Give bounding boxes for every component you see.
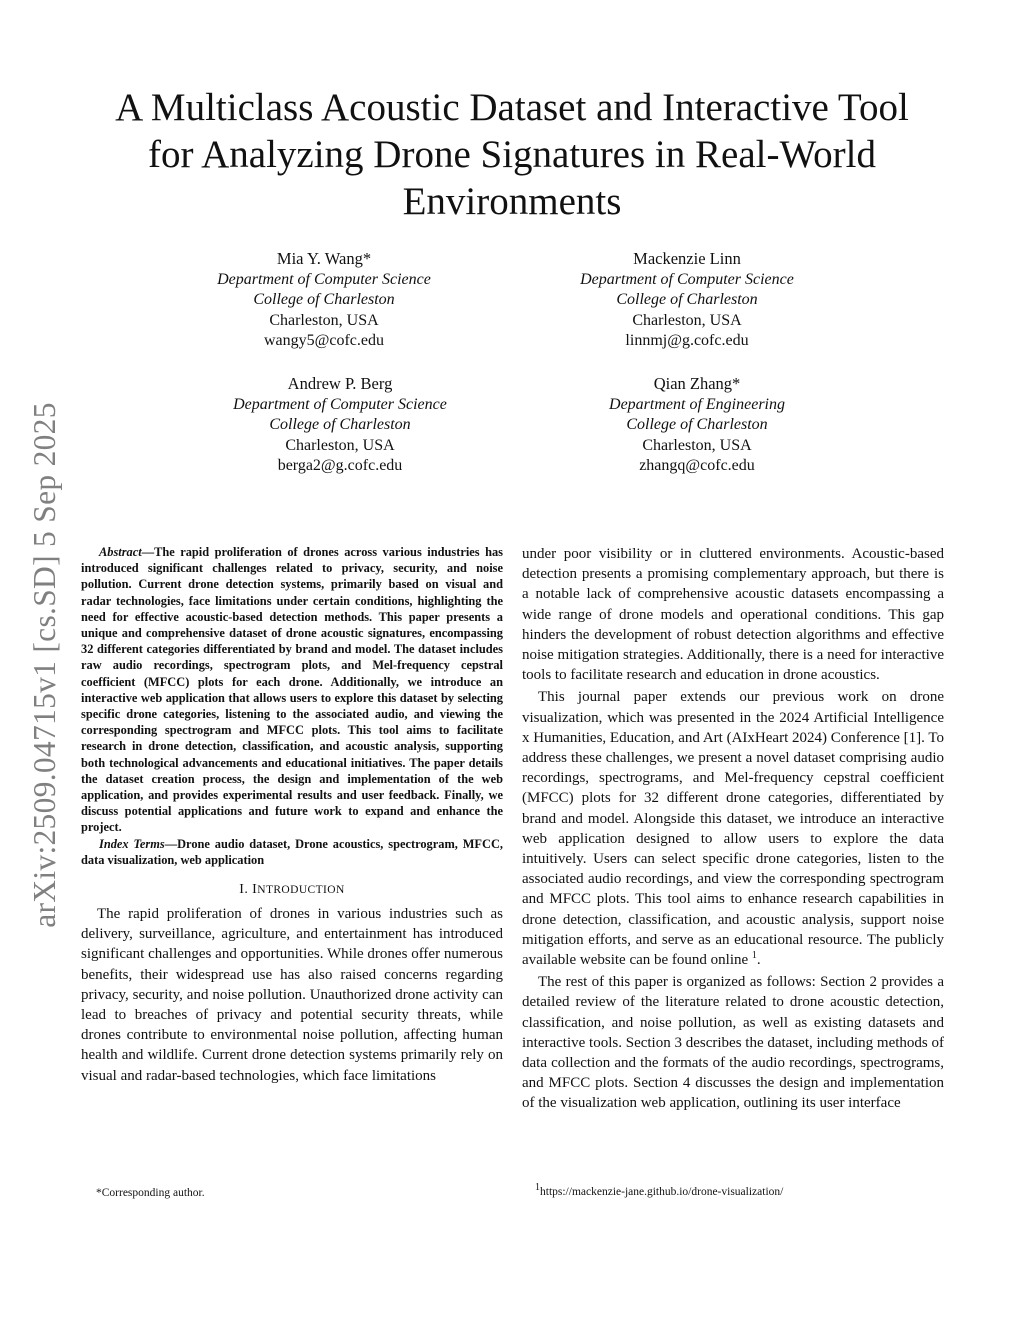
paper-title [70,84,954,225]
intro-paragraph-2-text: This journal paper extends our previous work on drone visualization, which was presented in the 2024 Artificial Intelligence x Humanities, Education, and Art (AIxHeart 2024) Conference [1]. To address these challenges, we present a novel dataset comprising audio recordings, spectrograms, and Mel-frequency cepstral coefficient (MFCC) plots for 32 different drone categories, differentiated by brand and model. Alongside this dataset, we introduce an interactive web application designed to allow users to explore the data intuitively. Users can select specific drone categories, listen to the associated audio recordings, and view the corresponding spectrogram and MFCC plots. This tool aims to enhance research capabilities in drone detection, classification, and acoustic analysis, support noise mitigation efforts, and serve as an educational resource. The publicly available website can be found online [522,689,944,969]
section-heading-introduction [81,882,503,898]
title-line-2: for Analyzing Drone Signatures in Real-World [148,133,876,176]
footnote-mark: 1 [535,1182,540,1194]
section-number: I. [239,882,253,898]
author-block-3 [180,374,500,477]
abstract-lead: Abstract [99,545,142,559]
title-line-3: Environments [402,180,622,223]
section-initial: I [252,882,258,898]
intro-paragraph-1: The rapid proliferation of drones in various industries such as delivery, surveillance, agriculture, and entertainment has introduced significant challenges and opportunities. While drones offer numerous benefits, their widespread use has also raised concerns regarding privacy, security, and noise pollution. Unauthorized drone activity can lead to breaches of privacy and potential security threats, while drones contribute to environmental noise pollution, affecting human health and wildlife. Current drone detection systems primarily rely on visual and radar-based technologies, which face limitations [81,906,503,1084]
author-name: Mackenzie Linn [633,249,741,268]
author-email: berga2@g.cofc.edu [277,457,403,475]
footnote-marker: 1 [751,950,757,962]
author-department: Department of Engineering [609,395,785,413]
left-column [81,544,503,1086]
index-terms-text: —Drone audio dataset, Drone acoustics, spectrogram, MFCC, data visualization, web application [81,836,503,867]
intro-paragraph-2 [522,687,944,970]
index-terms-lead: Index Terms [99,836,165,851]
author-email: linnmj@g.cofc.edu [625,332,749,350]
author-name: Qian Zhang* [653,374,741,393]
url-footnote [535,1182,784,1198]
title-line-1: A Multiclass Acoustic Dataset and Interactive Tool [115,86,909,129]
author-block-1 [164,249,484,352]
index-terms [81,836,503,868]
intro-paragraph-2-end: . [756,952,761,969]
author-college: College of Charleston [626,416,768,434]
author-email: wangy5@cofc.edu [263,332,385,350]
author-location: Charleston, USA [285,436,395,454]
author-college: College of Charleston [253,291,395,309]
arxiv-identifier-stamp [20,380,70,950]
author-college: College of Charleston [269,416,411,434]
footnote-url[interactable]: https://mackenzie-jane.github.io/drone-visualization/ [540,1186,784,1198]
intro-paragraph-3: The rest of this paper is organized as follows: Section 2 provides a detailed review of the literature related to drone acoustic detection, classification, and noise pollution, as well as existing datasets and interactive tools. Section 3 describes the dataset, including methods of data collection and the formats of the audio recordings, spectrograms, and MFCC plots. Section 4 discusses the design and implementation of the visualization web application, outlining its user interface [522,974,944,1112]
arxiv-id: arXiv:2509.04715v1 [cs.SD] 5 Sep 2025 [27,402,62,928]
author-location: Charleston, USA [642,436,752,454]
author-name: Mia Y. Wang* [276,249,372,268]
abstract-text: —The rapid proliferation of drones across various industries has introduced significant challenges related to privacy, security, and noise pollution. Current drone detection systems, primarily based on visual and radar technologies, face limitations under certain conditions, highlighting the need for effective acoustic-based detection methods. This paper presents a unique and comprehensive dataset of drone acoustic signatures, encompassing 32 different categories differentiated by brand and model. The dataset includes raw audio recordings, spectrogram plots, and Mel-frequency cepstral coefficient (MFCC) plots for each drone. Additionally, we introduce an interactive web application that allows users to explore this dataset by selecting specific drone categories, listening to the associated audio, and viewing the corresponding spectrogram and MFCC plots. This tool aims to facilitate research in drone detection, classification, and acoustic analysis, supporting both technological advancements and educational initiatives. The paper details the dataset creation process, the design and implementation of the web application, and provides experimental results and user feedback. Finally, we discuss potential applications and future work to expand and enhance the project. [81,545,503,835]
right-column [522,544,944,1114]
author-block-2 [527,249,847,352]
author-department: Department of Computer Science [217,270,431,288]
author-location: Charleston, USA [632,311,742,329]
author-college: College of Charleston [616,291,758,309]
corresponding-author-footnote: *Corresponding author. [96,1187,205,1199]
author-department: Department of Computer Science [580,270,794,288]
author-email: zhangq@cofc.edu [639,457,755,475]
author-name: Andrew P. Berg [287,374,393,393]
intro-paragraph-1-continued: under poor visibility or in cluttered environments. Acoustic-based detection presents a promising complementary approach, but there is a notable lack of comprehensive acoustic datasets encompassing a wide range of drone models and operational conditions. This gap hinders the development of robust detection algorithms and effective noise mitigation strategies. Additionally, there is a need for interactive tools to facilitate research and education in drone acoustics. [522,546,944,684]
section-title-rest: NTRODUCTION [257,884,345,897]
abstract [81,544,503,836]
author-location: Charleston, USA [269,311,379,329]
author-department: Department of Computer Science [233,395,447,413]
author-block-4 [537,374,857,477]
